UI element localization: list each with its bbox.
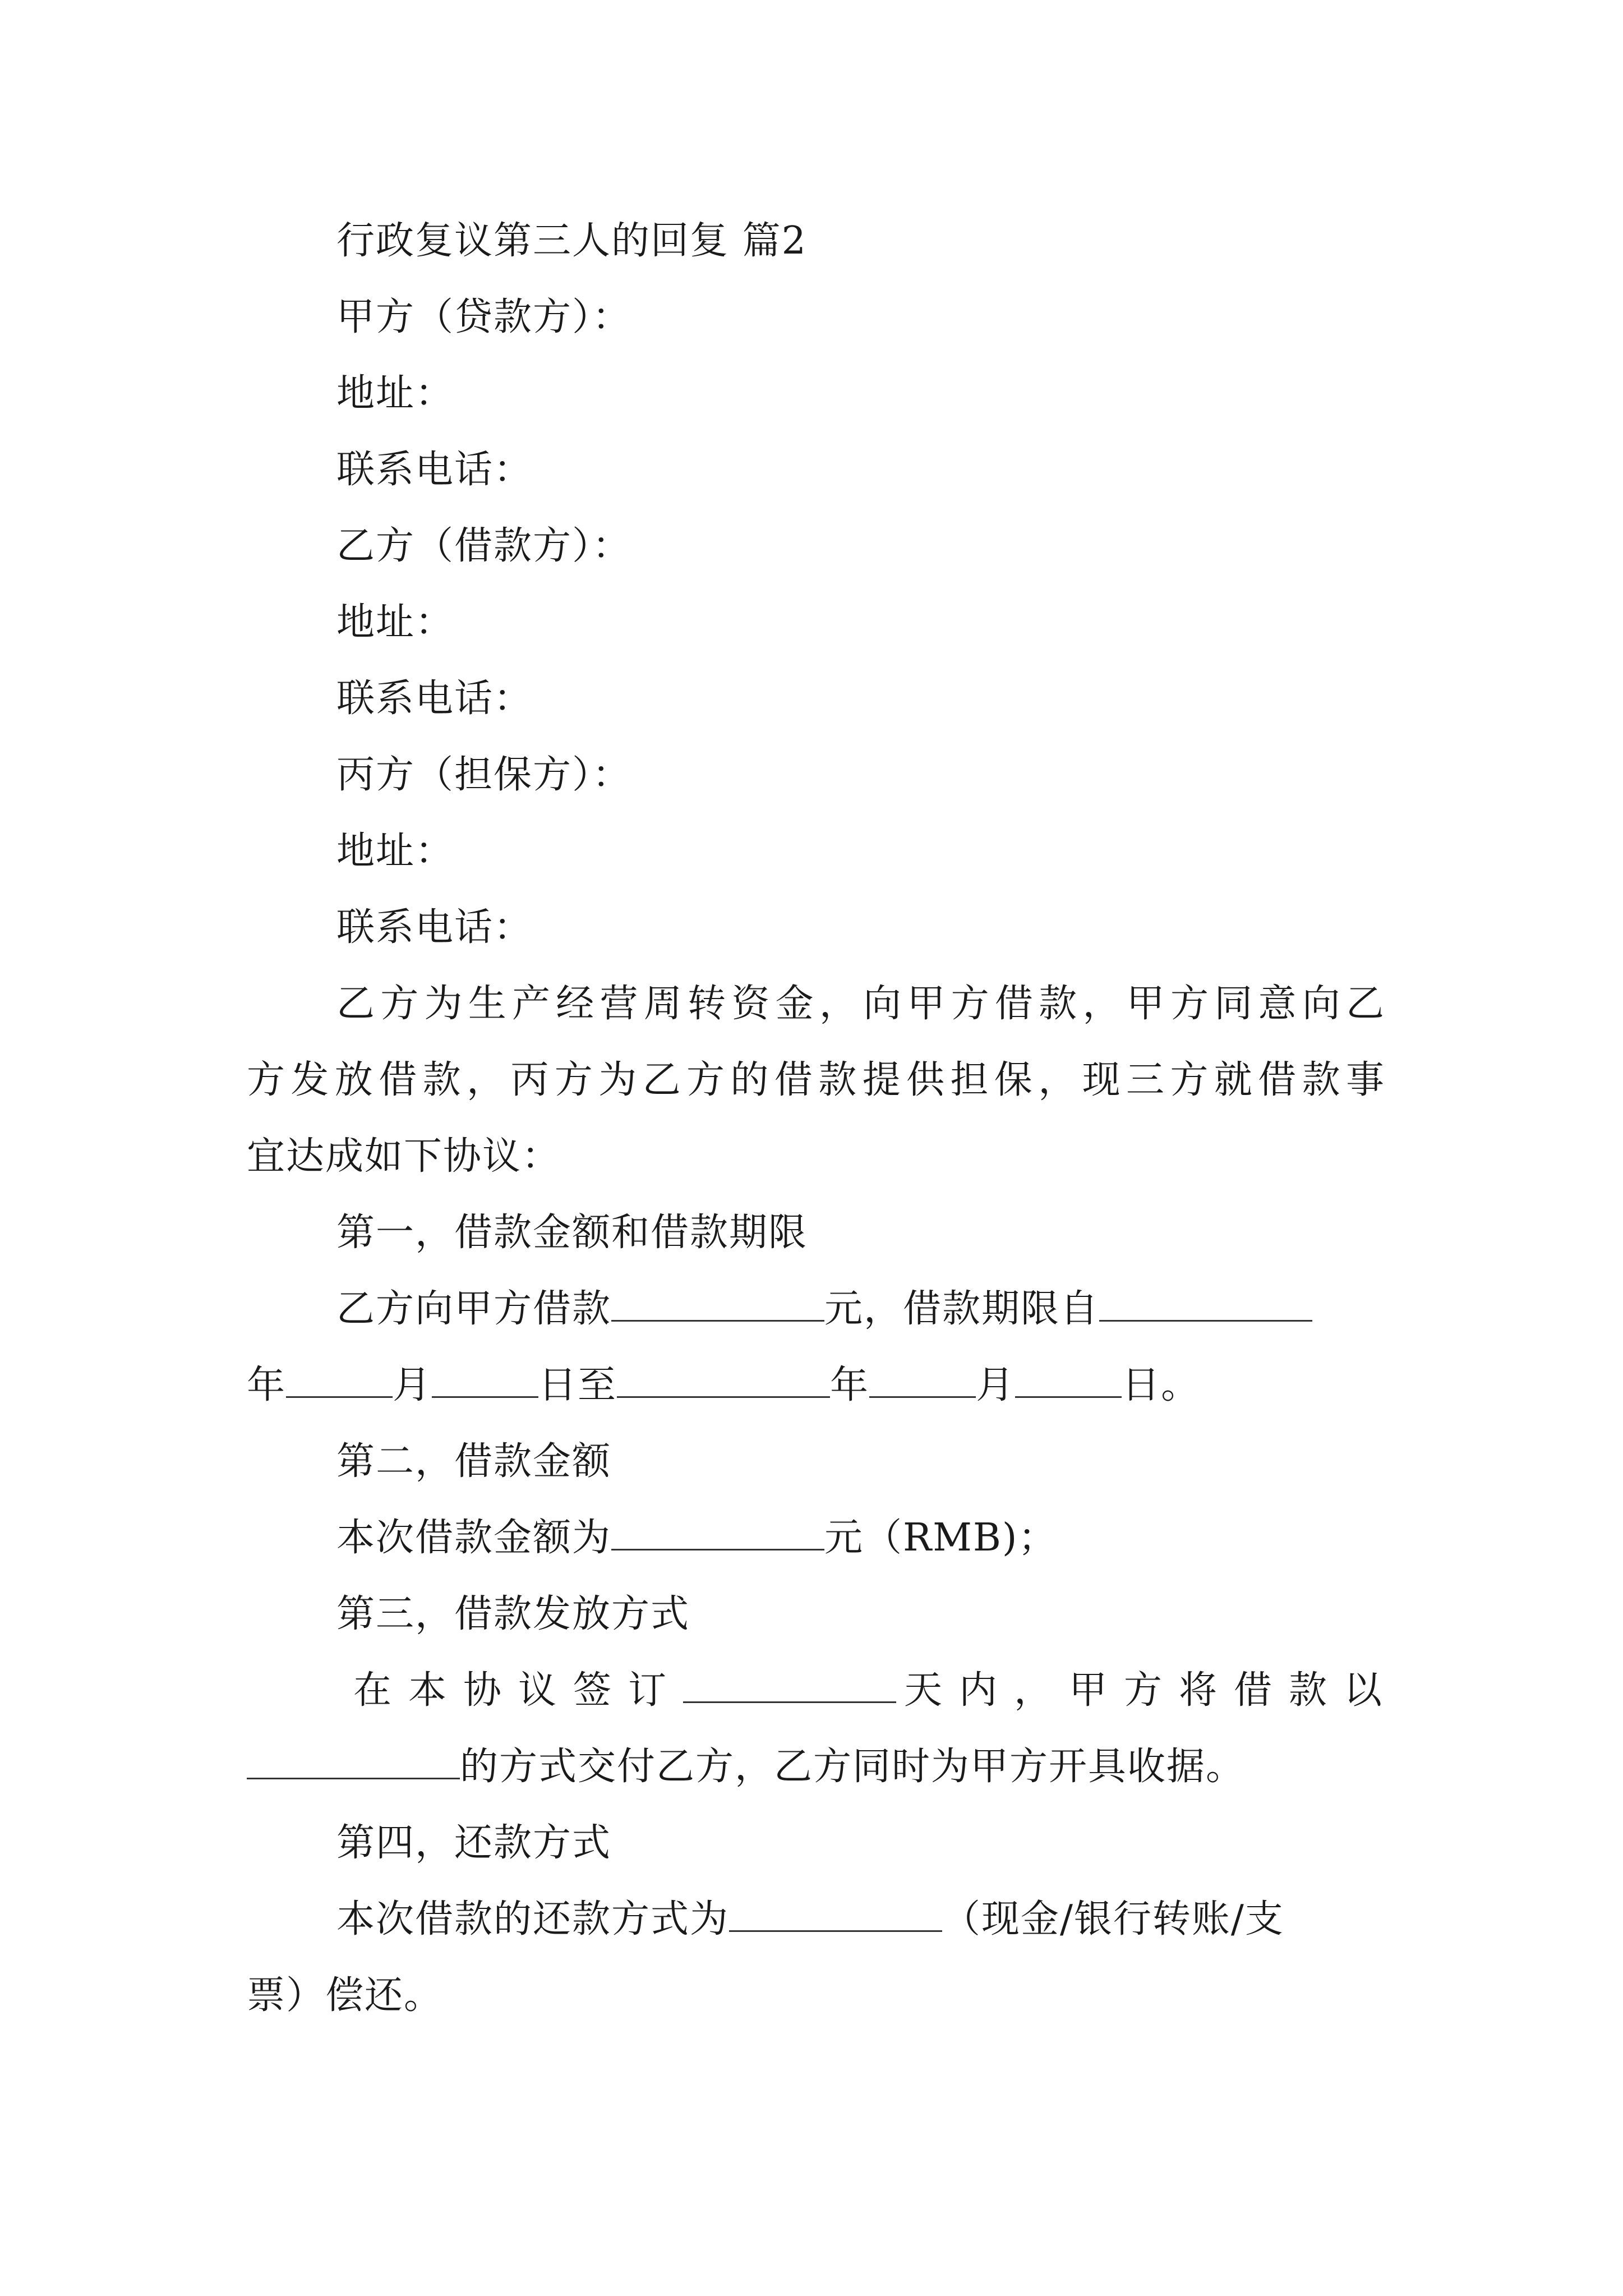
party-a-role: 甲方（贷款方）：	[336, 295, 632, 339]
section-3-heading: 第三，借款发放方式	[336, 1592, 690, 1636]
section-1-heading: 第一，借款金额和借款期限	[336, 1211, 808, 1255]
section-3-line-1	[247, 1653, 1399, 1729]
end-month-label: 月	[976, 1363, 1016, 1407]
start-day-blank	[432, 1360, 538, 1398]
end-year-blank	[617, 1360, 830, 1398]
section-2-text-a: 本次借款金额为	[336, 1516, 612, 1560]
party-c-role: 丙方（担保方）：	[336, 753, 632, 797]
party-b-address: 地址：	[336, 600, 455, 645]
party-b-phone: 联系电话：	[336, 677, 533, 721]
end-year-label: 年	[830, 1363, 870, 1407]
intro-line-3: 宜达成如下协议：	[247, 1134, 561, 1179]
section-1-line-2	[247, 1347, 1385, 1424]
rmb-amount-blank	[611, 1513, 824, 1550]
start-month-blank	[286, 1360, 393, 1398]
year-label: 年	[247, 1363, 287, 1407]
section-4-text-a: 本次借款的还款方式为	[336, 1897, 730, 1941]
section-2-text-b: 元（RMB)；	[824, 1516, 1058, 1560]
loan-amount-blank	[611, 1284, 824, 1322]
section-1-text-a: 乙方向甲方借款	[336, 1287, 612, 1331]
end-day-label: 日。	[1122, 1363, 1201, 1407]
section-4-line-1	[247, 1881, 1385, 1958]
party-a-phone: 联系电话：	[336, 448, 533, 492]
party-b-role: 乙方（借款方）：	[336, 524, 632, 568]
document-body	[247, 203, 1399, 2034]
section-1-line-1	[247, 1271, 1385, 1347]
delivery-method-blank	[247, 1742, 460, 1779]
party-c-address: 地址：	[336, 829, 455, 873]
end-month-blank	[869, 1360, 976, 1398]
end-day-blank	[1015, 1360, 1122, 1398]
section-4-heading: 第四，还款方式	[336, 1821, 612, 1865]
section-1-text-b: 元，借款期限自	[824, 1287, 1100, 1331]
section-2-heading: 第二，借款金额	[336, 1439, 612, 1484]
section-3-line-2	[247, 1729, 1385, 1805]
party-a-address: 地址：	[336, 371, 455, 416]
start-year-blank	[1099, 1284, 1312, 1322]
section-3-text-a: 在本协议签订	[353, 1668, 684, 1713]
intro-line-1: 乙方为生产经营周转资金，向甲方借款，甲方同意向乙	[336, 982, 1385, 1026]
section-3-text-c: 的方式交付乙方，乙方同时为甲方开具收据。	[460, 1745, 1246, 1789]
days-blank	[683, 1665, 896, 1703]
month-label: 月	[393, 1363, 432, 1407]
section-3-text-b: 天内，甲方将借款以	[904, 1668, 1399, 1713]
party-c-phone: 联系电话：	[336, 905, 533, 950]
document-title: 行政复议第三人的回复 篇2	[336, 219, 807, 263]
intro-line-2: 方发放借款，丙方为乙方的借款提供担保，现三方就借款事	[247, 1058, 1385, 1102]
section-2-line-1	[247, 1500, 1385, 1576]
repayment-method-blank	[729, 1894, 942, 1932]
day-to-label: 日至	[538, 1363, 617, 1407]
section-4-text-b: （现金/银行转账/支	[942, 1897, 1284, 1941]
section-4-line-2: 票）偿还。	[247, 1973, 444, 2018]
